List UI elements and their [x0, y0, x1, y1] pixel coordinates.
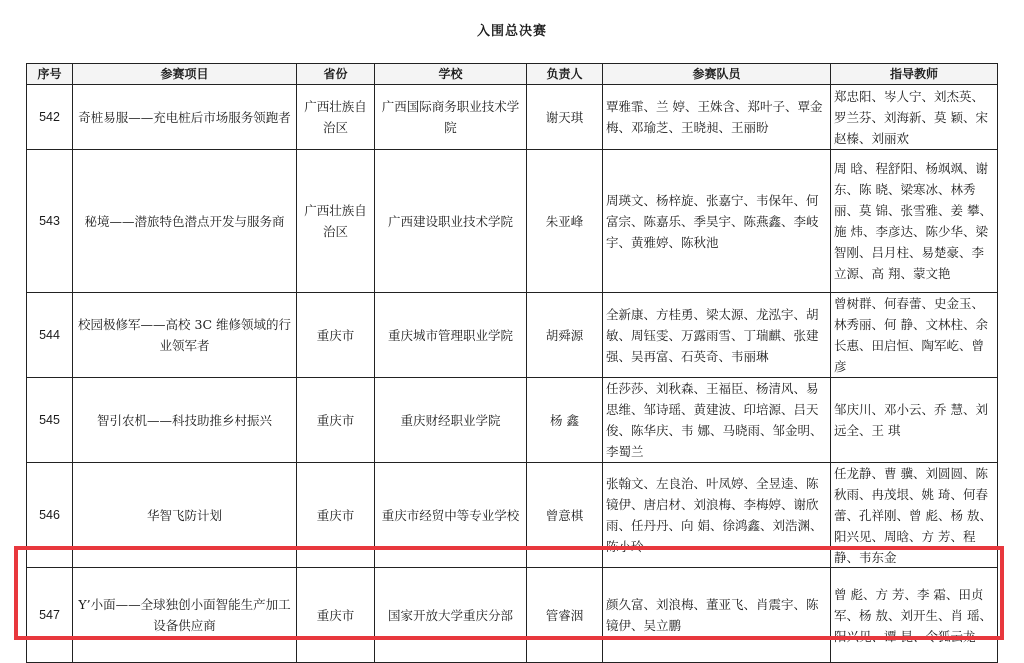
row-members: 张翰文、左良治、叶凤婷、全昱逵、陈镜伊、唐启材、刘浪梅、李梅婷、谢欣雨、任丹丹、向 娟、徐鸿鑫、刘浩渊、陈小玲	[603, 463, 831, 568]
row-project: 智引农机——科技助推乡村振兴	[73, 378, 297, 463]
row-school: 重庆城市管理职业学院	[375, 293, 527, 378]
finalists-table	[26, 63, 998, 663]
row-school: 国家开放大学重庆分部	[375, 568, 527, 663]
header-province: 省份	[297, 64, 375, 85]
row-leader: 杨 鑫	[527, 378, 603, 463]
row-advisors: 曾树群、何春蕾、史金玉、林秀丽、何 静、文林柱、余长惠、田启恒、陶军屹、曾 彦	[831, 293, 998, 378]
row-advisors: 周 晗、程舒阳、杨飒飒、谢 东、陈 晓、梁寒冰、林秀丽、莫 锦、张雪雅、姜 攀、施 炜、李彦达、陈少华、梁智刚、吕月柱、易楚豪、李立源、高 翔、蒙文艳	[831, 150, 998, 293]
header-members: 参赛队员	[603, 64, 831, 85]
row-no: 546	[27, 463, 73, 568]
row-members: 全新康、方桂勇、梁太源、龙泓宇、胡 敏、周钰雯、万露雨雪、丁瑞麒、张建强、吴再富、石英奇、韦丽琳	[603, 293, 831, 378]
row-school: 广西建设职业技术学院	[375, 150, 527, 293]
row-province: 广西壮族自治区	[297, 150, 375, 293]
row-no: 545	[27, 378, 73, 463]
row-members: 任莎莎、刘秋森、王福臣、杨清风、易思维、邹诗瑶、黄建波、印培源、吕天俊、陈华庆、韦 娜、马晓雨、邹金明、李蜀兰	[603, 378, 831, 463]
row-advisors-cell	[831, 463, 998, 568]
row-project: 华智飞防计划	[73, 463, 297, 568]
row-advisors: 任龙静、曹 骥、刘圆圆、陈秋雨、冉茂垠、姚 琦、何春蕾、孔祥刚、曾 彪、杨 敖、阳兴见、周晗、方 芳、程 静、韦东金	[834, 465, 992, 565]
row-school: 重庆财经职业学院	[375, 378, 527, 463]
row-leader: 曾意棋	[527, 463, 603, 568]
row-project: 奇桩易服——充电桩后市场服务领跑者	[73, 85, 297, 150]
row-leader: 管睿洇	[527, 568, 603, 663]
row-project: 校园极修军——高校 3C 维修领域的行业领军者	[73, 293, 297, 378]
page-title: 入围总决赛	[476, 24, 547, 39]
row-project: Y’小面——全球独创小面智能生产加工设备供应商	[73, 568, 297, 663]
row-province: 重庆市	[297, 463, 375, 568]
header-row	[27, 64, 998, 85]
row-leader: 胡舜源	[527, 293, 603, 378]
header-leader: 负责人	[527, 64, 603, 85]
row-no: 547	[27, 568, 73, 663]
table-row	[27, 378, 998, 463]
row-school: 重庆市经贸中等专业学校	[375, 463, 527, 568]
row-members: 周瑛文、杨梓旋、张嘉宁、韦保年、何富宗、陈嘉乐、季昊宇、陈燕鑫、李岐宇、黄雅婷、陈秋池	[603, 150, 831, 293]
header-advisors: 指导教师	[831, 64, 998, 85]
table-row	[27, 463, 998, 568]
row-leader: 朱亚峰	[527, 150, 603, 293]
header-no: 序号	[27, 64, 73, 85]
row-members: 颜久富、刘浪梅、董亚飞、肖震宇、陈镜伊、吴立鹏	[603, 568, 831, 663]
row-advisors: 邹庆川、邓小云、乔 慧、刘远全、王 琪	[831, 378, 998, 463]
row-province: 重庆市	[297, 568, 375, 663]
table-row	[27, 150, 998, 293]
header-project: 参赛项目	[73, 64, 297, 85]
table-row	[27, 293, 998, 378]
row-members: 覃雅霏、兰 婷、王姝含、郑叶子、覃金梅、邓瑜芝、王晓昶、王丽盼	[603, 85, 831, 150]
row-no: 544	[27, 293, 73, 378]
header-school: 学校	[375, 64, 527, 85]
row-advisors: 曾 彪、方 芳、李 霜、田贞军、杨 敖、刘开生、肖 瑶、阳兴见、谭 昆、令狐云龙	[831, 568, 998, 663]
table-row-highlighted	[27, 568, 998, 663]
row-province: 广西壮族自治区	[297, 85, 375, 150]
row-advisors: 郑忠阳、岑人宁、刘杰英、罗兰芬、刘海新、莫 颖、宋赵榛、刘丽欢	[831, 85, 998, 150]
row-province: 重庆市	[297, 378, 375, 463]
row-province: 重庆市	[297, 293, 375, 378]
row-project: 秘境——潜旅特色潜点开发与服务商	[73, 150, 297, 293]
table-row	[27, 85, 998, 150]
row-leader: 谢天琪	[527, 85, 603, 150]
row-no: 543	[27, 150, 73, 293]
row-no: 542	[27, 85, 73, 150]
row-school: 广西国际商务职业技术学院	[375, 85, 527, 150]
